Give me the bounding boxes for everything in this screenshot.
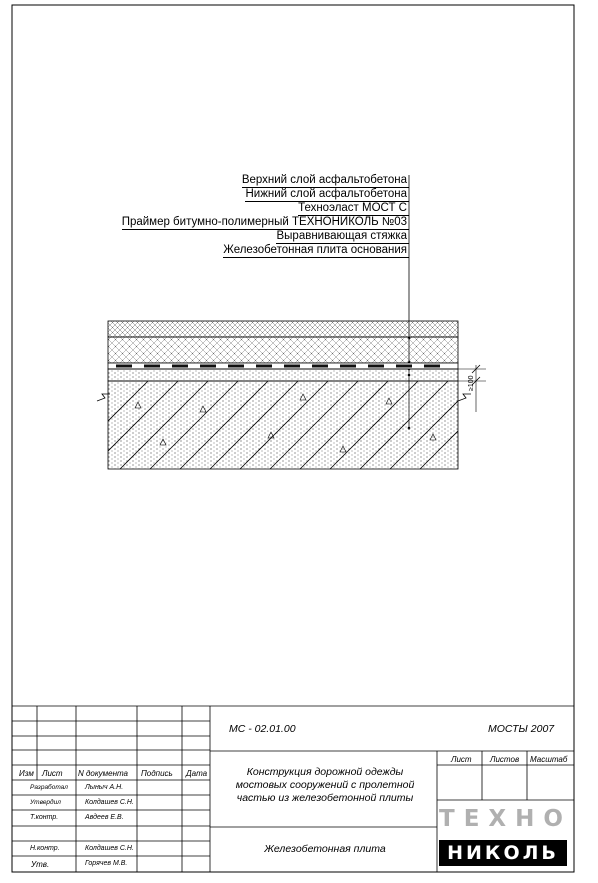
role-developed: Разработал [30,784,68,791]
role-approved: Утвердил [30,799,61,806]
description-line-3: частью из железобетонной плиты [236,792,414,804]
header-sheet: Лист [451,755,472,764]
role-tcontrol: Т.контр. [30,814,59,821]
name-ncontrol: Колдашев С.Н. [85,845,134,852]
logo-bottom: НИКОЛЬ [439,840,567,866]
project-name: МОСТЫ 2007 [488,723,555,735]
description-line-2: мостовых сооружений с пролетной [235,779,415,791]
description-line-1: Конструкция дорожной одежды [246,766,404,778]
logo-top: ТЕХНО [439,806,572,832]
header-scale: Масштаб [530,755,568,764]
drawing-name: Железобетонная плита [264,843,386,855]
tekhnonikol-logo [439,806,571,868]
layer-screed [108,369,458,381]
layer-top-asphalt [108,321,458,337]
role-ncontrol: Н.контр. [30,845,60,852]
label-top-asphalt: Верхний слой асфальтобетона [241,174,407,186]
label-primer: Праймер битумно-полимерный ТЕХНОНИКОЛЬ №03 [121,216,407,228]
header-izm: Изм [19,769,34,778]
header-doc: N документа [78,769,129,778]
label-slab: Железобетонная плита основания [223,244,407,256]
role-utv: Утв. [31,860,50,869]
name-developed: Лыныч А.Н. [85,784,124,791]
label-membrane: Техноэласт МОСТ С [298,202,407,214]
header-sheets: Листов [490,755,520,764]
label-screed: Выравнивающая стяжка [276,230,407,242]
name-tcontrol: Авдеев Е.В. [85,814,124,821]
drawing-code: МС - 02.01.00 [229,723,296,735]
header-date: Дата [186,769,208,778]
name-utv: Горячев М.В. [85,860,128,867]
label-bottom-asphalt: Нижний слой асфальтобетона [245,188,407,200]
header-sign: Подпись [141,769,173,778]
name-approved: Колдашев С.Н. [85,799,134,806]
header-list: Лист [42,769,63,778]
dimension-label: ≥100 [468,375,475,391]
layer-bottom-asphalt [108,337,458,363]
road-section [60,321,508,469]
